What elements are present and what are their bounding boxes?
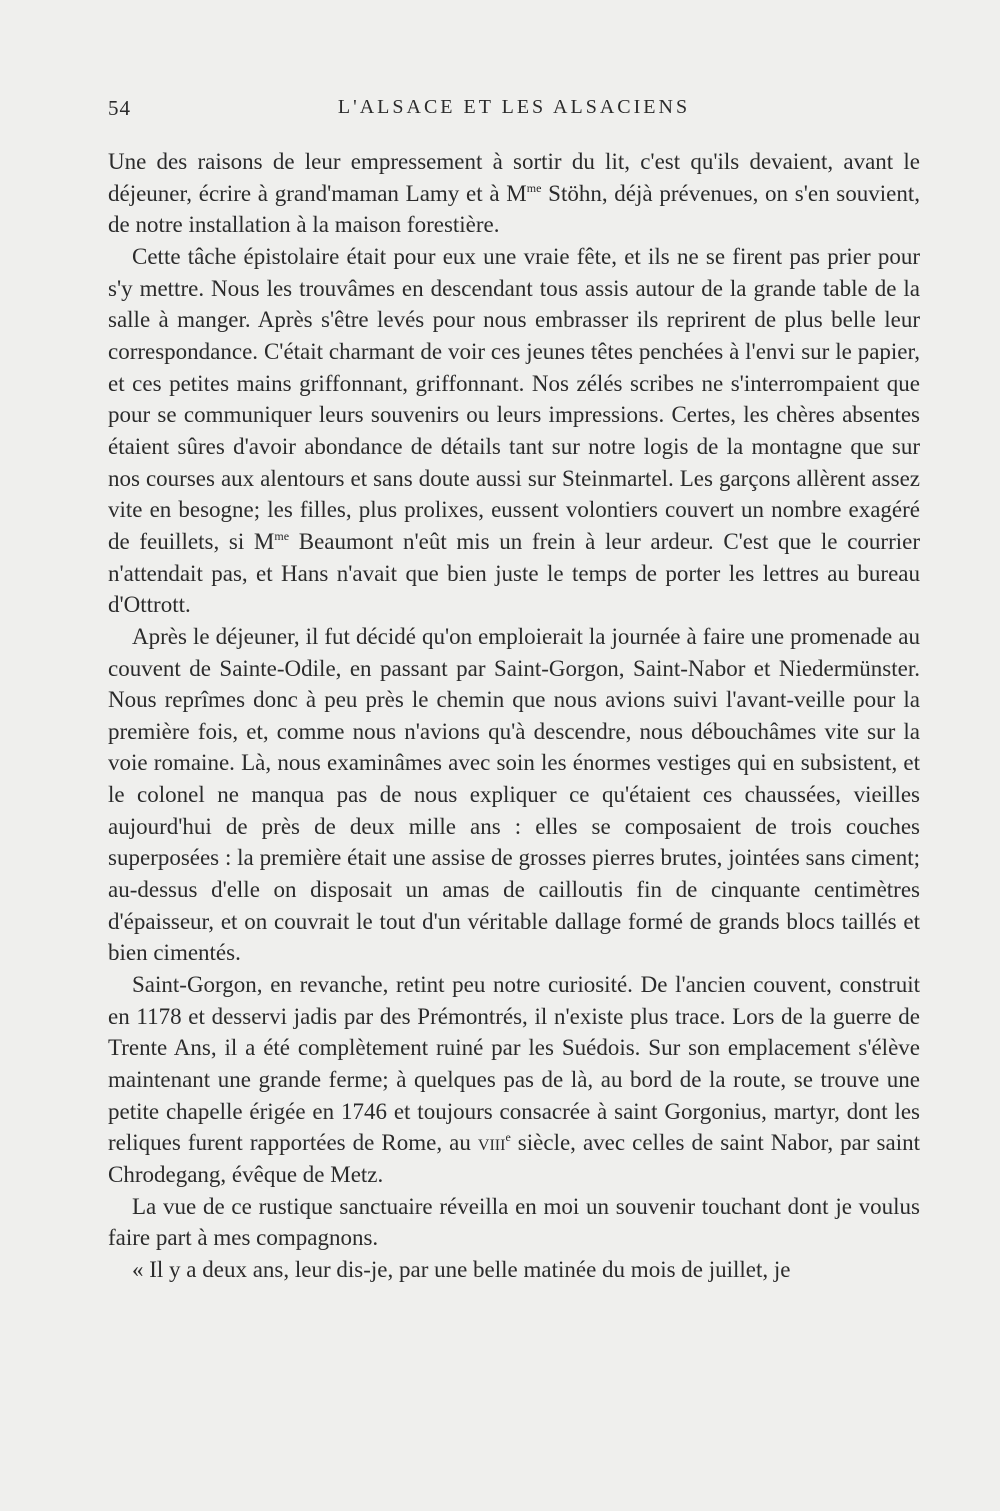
page-number: 54 <box>108 96 131 120</box>
text-run: Une des raisons de leur empressement à sortir du lit, c'est qu'ils devaient, avant le déjeuner, écrire à grand'maman Lamy et à M <box>108 149 920 206</box>
superscript: me <box>526 180 542 195</box>
paragraph <box>108 969 920 1191</box>
text-run: Après le déjeuner, il fut décidé qu'on emploierait la journée à faire une promenade au couvent de Sainte-Odile, en passant par Saint-Gorgon, Saint-Nabor et Niedermünster. Nous reprîmes donc à peu près le chemin que nous avions suivi l'avant-veille pour la première fois, et, comme nous n'avions qu'à descendre, nous débouchâmes vite sur la voie romaine. Là, nous examinâmes avec soin les énormes vestiges qui en subsistent, et le colonel ne manqua pas de nous expliquer ce qu'étaient ces chaussées, vieilles aujourd'hui de près de deux mille ans : elles se composaient de trois couches superposées : la première était une assise de grosses pierres brutes, jointées sans ciment; au-dessus d'elle on disposait un amas de cailloutis fin de cinquante centimètres d'épaisseur, et on couvrait le tout d'un véritable dallage formé de grands blocs taillés et bien cimentés. <box>108 623 920 966</box>
superscript: e <box>505 1130 511 1145</box>
small-caps-numeral: viii <box>477 1130 506 1156</box>
text-run: Stöhn, déjà prévenues, on s'en souvient, de notre installation à la maison forestière. <box>108 180 920 238</box>
text-run: siècle, avec celles de saint Nabor, par saint Chrodegang, évêque de Metz. <box>108 1130 920 1187</box>
text-run: La vue de ce rustique sanctuaire réveilla en moi un souvenir touchant dont je voulus faire part à mes compagnons. <box>108 1193 920 1251</box>
paragraph <box>108 1191 920 1254</box>
running-title: L'ALSACE ET LES ALSACIENS <box>337 96 691 118</box>
paragraph <box>108 1254 920 1286</box>
text-run: « Il y a deux ans, leur dis-je, par une belle matinée du mois de juillet, je <box>132 1256 791 1282</box>
superscript: me <box>274 528 290 543</box>
text-run: Beaumont n'eût mis un frein à leur ardeur. C'est que le courrier n'attendait pas, et Hans n'avait que bien juste le temps de porter les lettres au bureau d'Ottrott. <box>108 528 920 618</box>
text-run: Cette tâche épistolaire était pour eux une vraie fête, et ils ne se firent pas prier pour s'y mettre. Nous les trouvâmes en descendant tous assis autour de la grande table de la salle à manger. Après s'être levés pour nous embrasser ils reprirent de plus belle leur correspondance. C'était charmant de voir ces jeunes têtes penchées à l'envi sur le papier, et ces petites mains griffonnant, griffonnant. Nos zélés scribes ne s'interrompaient que pour se communiquer leurs souvenirs ou leurs impressions. Certes, les chères absentes étaient sûres d'avoir abondance de détails tant sur notre logis de la montagne que sur nos courses aux alentours et sans doute aussi sur Steinmartel. Les garçons allèrent assez vite en besogne; les filles, plus prolixes, eussent volontiers couvert un nombre exagéré de feuillets, si M <box>108 243 920 554</box>
paragraph <box>108 621 920 969</box>
page-header <box>108 96 920 128</box>
text-run: Saint-Gorgon, en revanche, retint peu notre curiosité. De l'ancien couvent, construit en 1178 et desservi jadis par des Prémontrés, il n'existe plus trace. Lors de la guerre de Trente Ans, il a été complètement ruiné par les Suédois. Sur son emplacement s'élève maintenant une grande ferme; à quelques pas de là, au bord de la route, se trouve une petite chapelle érigée en 1746 et toujours consacrée à saint Gorgonius, martyr, dont les reliques furent rapportées de Rome, au <box>108 972 920 1156</box>
body-text <box>108 146 920 1286</box>
paragraph <box>108 241 920 621</box>
paragraph <box>108 146 920 241</box>
